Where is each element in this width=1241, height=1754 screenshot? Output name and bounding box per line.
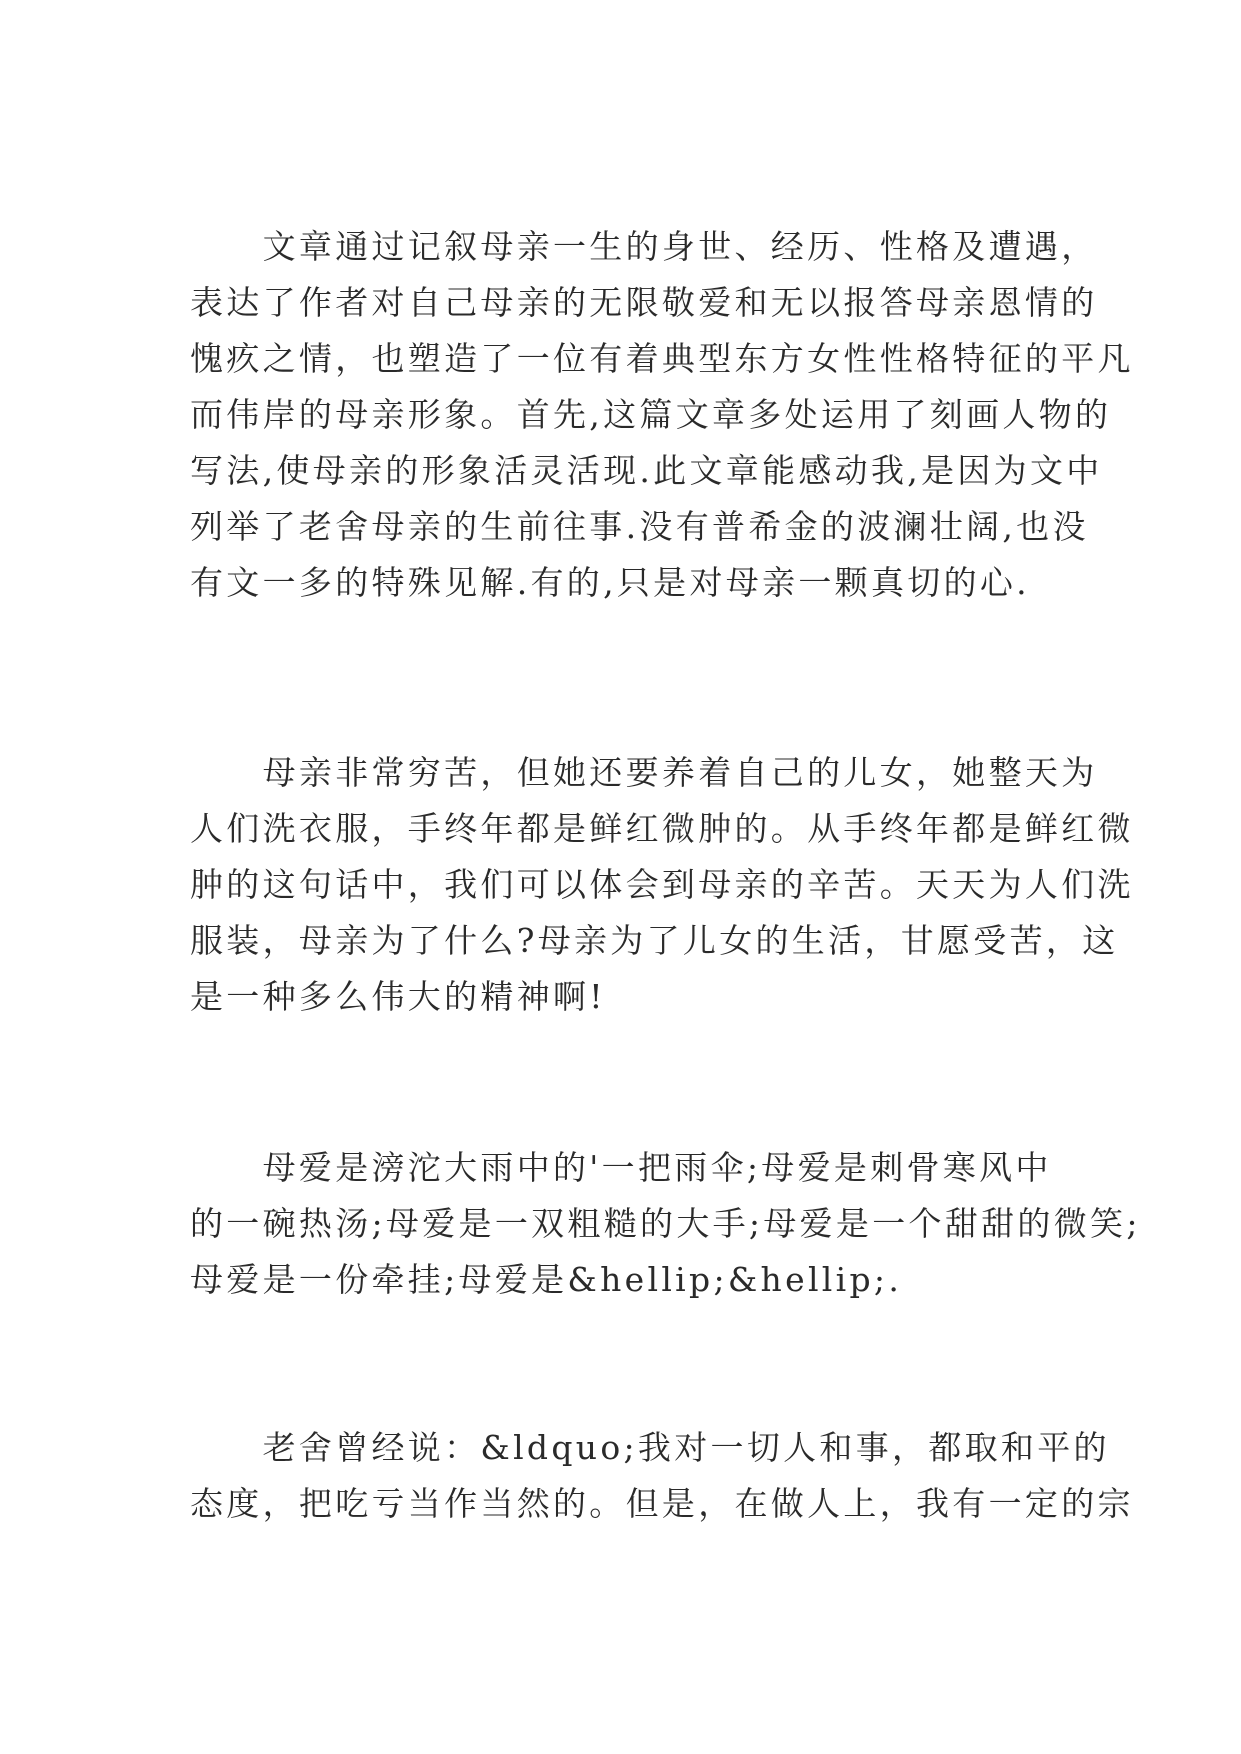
paragraph-line: 写法,使母亲的形象活灵活现.此文章能感动我,是因为文中 <box>190 451 1103 490</box>
paragraph-line: 列举了老舍母亲的生前往事.没有普希金的波澜壮阔,也没 <box>190 507 1089 546</box>
paragraph-line: 的一碗热汤;母爱是一双粗糙的大手;母爱是一个甜甜的微笑; <box>190 1204 1141 1243</box>
paragraph-4 <box>190 1420 1134 1532</box>
paragraph-line: 母爱是滂沱大雨中的'一把雨伞;母爱是刺骨寒风中 <box>190 1148 1052 1187</box>
paragraph-3 <box>190 1140 1141 1308</box>
paragraph-line: 服装，母亲为了什么?母亲为了儿女的生活，甘愿受苦，这 <box>190 921 1119 960</box>
paragraph-line: 文章通过记叙母亲一生的身世、经历、性格及遭遇， <box>190 227 1098 266</box>
paragraph-line: 肿的这句话中，我们可以体会到母亲的辛苦。天天为人们洗 <box>190 865 1134 904</box>
paragraph-line: 态度，把吃亏当作当然的。但是，在做人上，我有一定的宗 <box>190 1484 1134 1523</box>
paragraph-line: 而伟岸的母亲形象。首先,这篇文章多处运用了刻画人物的 <box>190 395 1112 434</box>
paragraph-1 <box>190 219 1134 611</box>
paragraph-line: 有文一多的特殊见解.有的,只是对母亲一颗真切的心. <box>190 563 1030 602</box>
paragraph-line: 是一种多么伟大的精神啊! <box>190 977 606 1016</box>
paragraph-line: 老舍曾经说：&ldquo;我对一切人和事，都取和平的 <box>190 1428 1110 1467</box>
paragraph-line: 人们洗衣服，手终年都是鲜红微肿的。从手终年都是鲜红微 <box>190 809 1134 848</box>
paragraph-2 <box>190 745 1134 1025</box>
paragraph-line: 表达了作者对自己母亲的无限敬爱和无以报答母亲恩情的 <box>190 283 1098 322</box>
paragraph-line: 母爱是一份牵挂;母爱是&hellip;&hellip;. <box>190 1260 903 1299</box>
paragraph-line: 愧疚之情，也塑造了一位有着典型东方女性性格特征的平凡 <box>190 339 1134 378</box>
paragraph-line: 母亲非常穷苦，但她还要养着自己的儿女，她整天为 <box>190 753 1098 792</box>
